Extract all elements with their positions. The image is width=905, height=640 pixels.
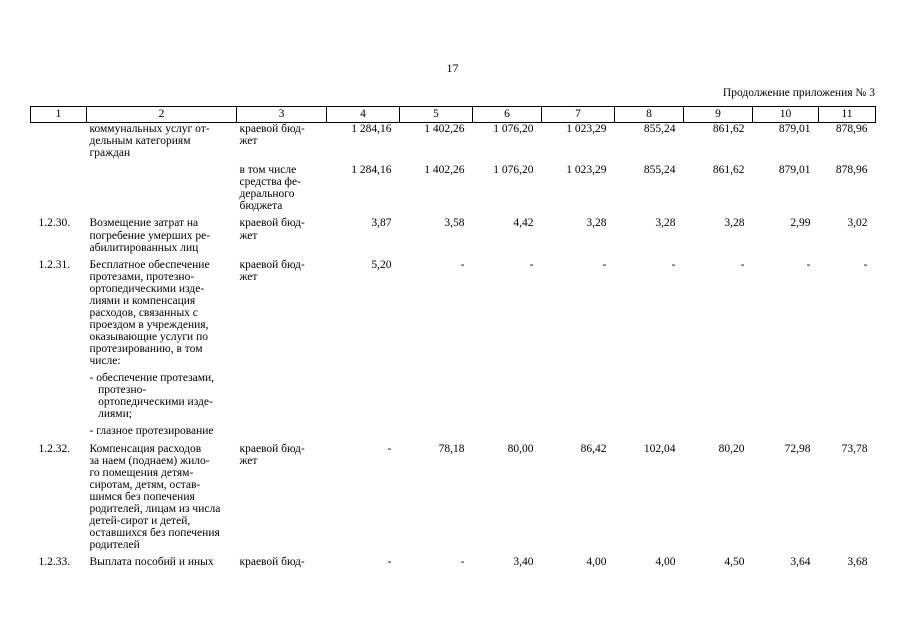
- row-name-line: протезами, протезно-: [89, 270, 195, 283]
- row-funding-source: [237, 420, 327, 437]
- row-name: [87, 212, 237, 253]
- row-value-col-5: 1 402,26: [424, 164, 465, 177]
- row-value-col-7: 4,00: [586, 556, 607, 569]
- table-row: [31, 123, 876, 160]
- row-value-col-11: -: [863, 258, 868, 271]
- row-value-col-7: 86,42: [580, 442, 607, 455]
- row-value-col-8: 3,28: [655, 217, 676, 230]
- row-funding-source-line: жет: [239, 454, 258, 467]
- row-name-line: граждан: [89, 147, 131, 160]
- row-name: [87, 159, 237, 212]
- row-value-col-6: 80,00: [507, 442, 534, 455]
- table-row: [31, 212, 876, 253]
- row-value-col-11: [819, 367, 876, 420]
- row-value-col-5: [400, 420, 473, 437]
- row-value-col-5: 78,18: [438, 442, 465, 455]
- row-name: [87, 438, 237, 552]
- row-value-col-10: 72,98: [784, 442, 811, 455]
- row-value-col-4: 1 284,16: [351, 123, 392, 135]
- row-value-col-9: [684, 367, 753, 420]
- row-value-col-8: 4,00: [655, 556, 676, 569]
- column-header-5: 5: [400, 107, 473, 123]
- row-value-col-6: [473, 367, 542, 420]
- column-header-4: 4: [327, 107, 400, 123]
- row-value-col-11: 73,78: [841, 442, 868, 455]
- row-name-line: погребение умерших ре-: [89, 229, 211, 242]
- row-name-line: за наем (поднаем) жило-: [89, 454, 210, 467]
- row-value-col-6: -: [529, 258, 534, 271]
- row-value-col-9: 80,20: [718, 442, 745, 455]
- table-header: [31, 107, 876, 123]
- row-value-col-7: [542, 367, 615, 420]
- row-value-col-9: 3,28: [724, 217, 745, 230]
- row-funding-source-line: в том числе: [239, 164, 297, 177]
- row-value-col-5: 3,58: [444, 217, 465, 230]
- row-name: [87, 420, 237, 437]
- column-header-3: 3: [237, 107, 327, 123]
- row-name-line: Выплата пособий и иных: [89, 556, 214, 569]
- column-header-2: 2: [87, 107, 237, 123]
- row-funding-source-line: жет: [239, 229, 258, 242]
- row-value-col-7: 1 023,29: [566, 164, 607, 177]
- row-value-col-4: 5,20: [371, 258, 392, 271]
- row-funding-source-line: краевой бюд-: [239, 442, 305, 455]
- row-funding-source-line: жет: [239, 135, 258, 148]
- row-code: [31, 159, 87, 212]
- column-header-10: 10: [753, 107, 819, 123]
- row-value-col-7: [542, 420, 615, 437]
- row-name-line: дельным категориям: [89, 135, 191, 148]
- row-funding-source: [237, 551, 327, 568]
- row-name: [87, 367, 237, 420]
- row-value-col-11: 878,96: [835, 123, 868, 135]
- row-name-line: детей-сирот и детей,: [89, 514, 191, 527]
- row-value-col-6: 3,40: [513, 556, 534, 569]
- row-value-col-9: -: [740, 258, 745, 271]
- row-value-col-5: -: [460, 258, 465, 271]
- row-name-line: числе:: [89, 355, 121, 368]
- row-name-line: протезно-: [89, 384, 147, 397]
- row-name-line: абилитированных лиц: [89, 241, 199, 254]
- row-value-col-4: [327, 420, 400, 437]
- row-value-col-7: 1 023,29: [566, 123, 607, 135]
- row-value-col-8: [615, 367, 684, 420]
- row-value-col-6: [473, 420, 542, 437]
- row-value-col-11: 3,68: [847, 556, 868, 569]
- table-row: [31, 159, 876, 212]
- row-funding-source-line: краевой бюд-: [239, 258, 305, 271]
- row-value-col-5: -: [460, 556, 465, 569]
- row-funding-source-line: краевой бюд-: [239, 123, 305, 135]
- row-funding-source: [237, 159, 327, 212]
- row-funding-source-line: дерального: [239, 188, 295, 201]
- row-name-line: лиями и компенсация: [89, 294, 196, 307]
- table-row: [31, 551, 876, 568]
- row-value-col-4: [327, 367, 400, 420]
- page-number: 17: [446, 61, 459, 75]
- row-value-col-9: [684, 420, 753, 437]
- row-funding-source-line: средства фе-: [239, 176, 301, 189]
- row-name-line: Возмещение затрат на: [89, 217, 199, 230]
- row-name-line: Бесплатное обеспечение: [89, 258, 210, 271]
- row-code: [31, 420, 87, 437]
- appendix-table: [30, 106, 876, 568]
- row-value-col-9: 861,62: [712, 164, 745, 177]
- row-funding-source: [237, 367, 327, 420]
- row-name-line: расходов, связанных с: [89, 306, 198, 319]
- row-funding-source: [237, 438, 327, 552]
- row-value-col-8: 102,04: [643, 442, 676, 455]
- row-value-col-6: 4,42: [513, 217, 534, 230]
- row-value-col-7: -: [602, 258, 607, 271]
- row-value-col-11: 878,96: [835, 164, 868, 177]
- row-name-line: коммунальных услуг от-: [89, 123, 210, 135]
- row-value-col-4: -: [387, 556, 392, 569]
- row-value-col-8: [615, 420, 684, 437]
- row-value-col-9: 4,50: [724, 556, 745, 569]
- column-header-9: 9: [684, 107, 753, 123]
- row-name-line: ортопедическими изде-: [89, 282, 205, 295]
- row-value-col-11: [819, 420, 876, 437]
- row-value-col-10: [753, 367, 819, 420]
- row-value-col-4: -: [387, 442, 392, 455]
- row-value-col-6: 1 076,20: [493, 164, 534, 177]
- row-name-line: родителей, лицам из числа: [89, 502, 221, 515]
- row-funding-source: [237, 212, 327, 253]
- row-name-line: го помещения детям-: [89, 466, 194, 479]
- row-name-line: родителей: [89, 539, 140, 551]
- row-funding-source-line: жет: [239, 270, 258, 283]
- row-value-col-8: -: [671, 258, 676, 271]
- column-header-7: 7: [542, 107, 615, 123]
- row-name-line: оставшихся без попечения: [89, 526, 220, 539]
- row-value-col-11: 3,02: [847, 217, 868, 230]
- row-value-col-10: 2,99: [790, 217, 811, 230]
- row-value-col-4: 1 284,16: [351, 164, 392, 177]
- continuation-caption: Продолжение приложения № 3: [722, 87, 875, 99]
- row-name: [87, 254, 237, 368]
- row-funding-source-line: бюджета: [239, 200, 283, 213]
- row-name: [87, 123, 237, 160]
- row-name: [87, 551, 237, 568]
- row-funding-source-line: краевой бюд-: [239, 217, 305, 230]
- row-value-col-10: [753, 420, 819, 437]
- table-row: [31, 254, 876, 368]
- row-code: 1.2.31.: [38, 258, 71, 271]
- row-name-line: протезированию, в том: [89, 343, 203, 356]
- row-code: 1.2.30.: [38, 217, 71, 230]
- row-value-col-5: [400, 367, 473, 420]
- row-value-col-5: 1 402,26: [424, 123, 465, 135]
- row-funding-source: [237, 254, 327, 368]
- table-row: [31, 367, 876, 420]
- column-header-1: 1: [31, 107, 87, 123]
- row-value-col-9: 861,62: [712, 123, 745, 135]
- row-value-col-10: 879,01: [778, 164, 811, 177]
- row-code: [31, 367, 87, 420]
- row-value-col-4: 3,87: [371, 217, 392, 230]
- column-header-6: 6: [473, 107, 542, 123]
- row-name-line: сиротам, детям, остав-: [89, 478, 201, 491]
- header-row: [31, 107, 876, 123]
- row-name-line: ортопедическими изде-: [89, 396, 213, 409]
- row-code: 1.2.32.: [38, 442, 71, 455]
- row-name-line: лиями;: [89, 408, 132, 421]
- row-name-line: оказывающие услуги по: [89, 331, 208, 343]
- row-funding-source-line: краевой бюд-: [239, 556, 305, 569]
- row-code: 1.2.33.: [38, 556, 71, 569]
- row-value-col-7: 3,28: [586, 217, 607, 230]
- row-name-line: Компенсация расходов: [89, 442, 202, 455]
- row-value-col-10: 879,01: [778, 123, 811, 135]
- row-name-line: - глазное протезирование: [89, 425, 214, 438]
- row-name-line: шимся без попечения: [89, 490, 195, 503]
- row-name-line: проездом в учреждения,: [89, 318, 209, 331]
- column-header-11: 11: [819, 107, 876, 123]
- table-row: [31, 438, 876, 552]
- row-value-col-6: 1 076,20: [493, 123, 534, 135]
- column-header-8: 8: [615, 107, 684, 123]
- row-value-col-8: 855,24: [643, 123, 676, 135]
- row-name-line: - обеспечение протезами,: [89, 372, 215, 385]
- row-funding-source: [237, 123, 327, 160]
- row-value-col-10: -: [806, 258, 811, 271]
- table-row: [31, 420, 876, 437]
- row-value-col-10: 3,64: [790, 556, 811, 569]
- table-body: [31, 123, 876, 569]
- row-value-col-8: 855,24: [643, 164, 676, 177]
- row-code: [31, 123, 87, 160]
